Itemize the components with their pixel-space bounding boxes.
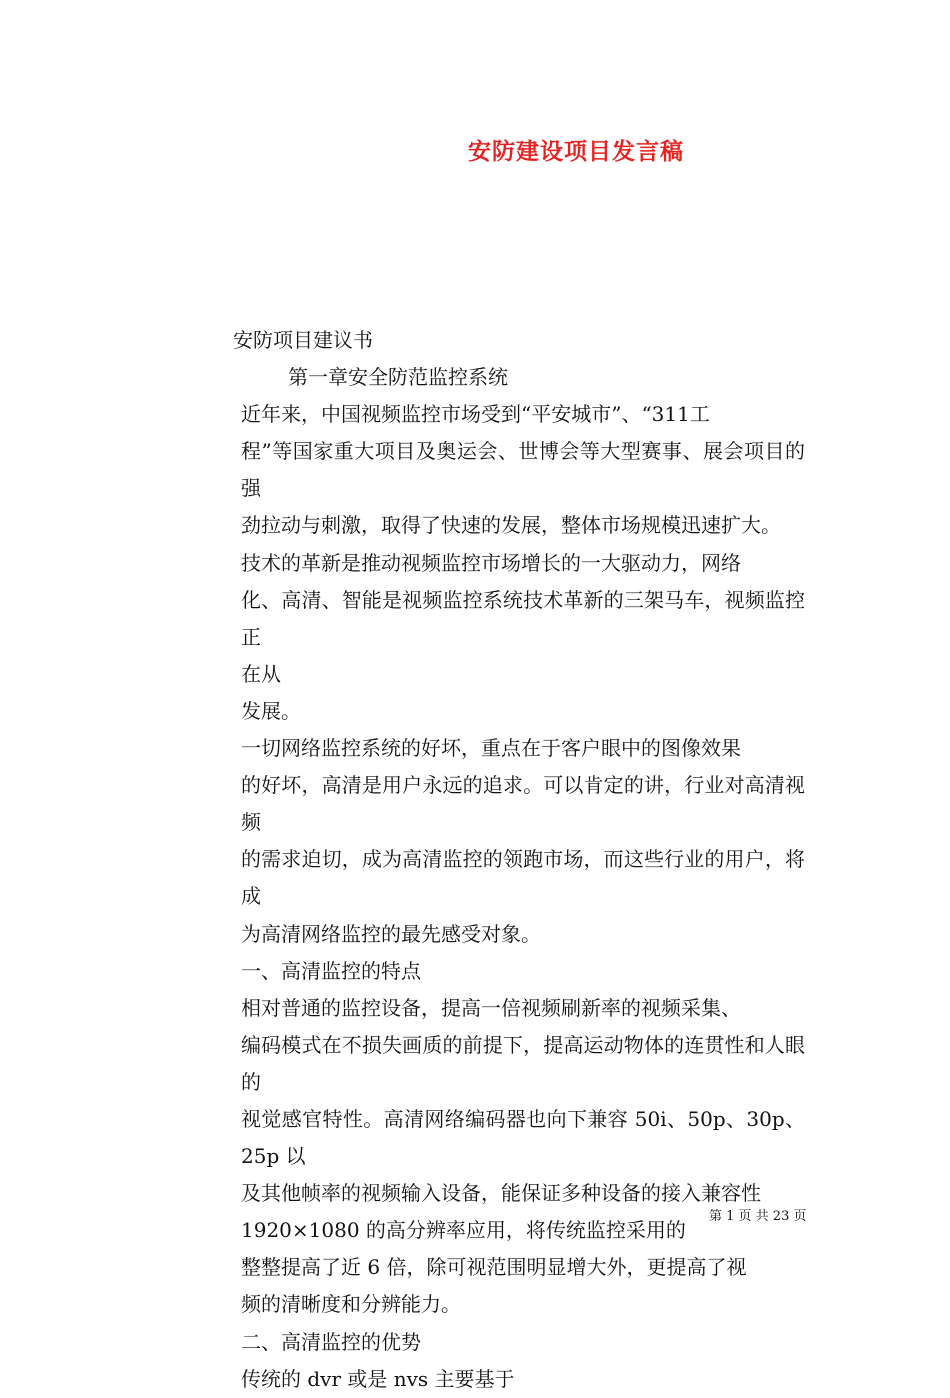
- paragraph-hd-features: 相对普通的监控设备，提高一倍视频刷新率的视频采集、 编码模式在不损失画质的前提下，提高运动物体的连贯性和人眼的 视觉感官特性。高清网络编码器也向下兼容 50i、50p、30p、25p 以 及其他帧率的视频输入设备，能保证多种设备的接入兼容性 1920×1080 的高分辨率应用，将传统监控采用的: [241, 995, 805, 1243]
- section-heading-hd-advantages: 二、高清监控的优势: [241, 1329, 421, 1354]
- paragraph-traditional-dvr: 传统的 dvr 或是 nvs 主要基于: [241, 1366, 515, 1391]
- paragraph-image-quality: 一切网络监控系统的好坏，重点在于客户眼中的图像效果 的好坏，高清是用户永远的追求。可以肯定的讲，行业对高清视频 的需求迫切，成为高清监控的领跑市场，而这些行业的用户，将成 为高清网络监控的最先感受对象。: [241, 736, 805, 946]
- document-title: 安防建设项目发言稿: [468, 138, 684, 165]
- paragraph-market-overview: 近年来，中国视频监控市场受到“平安城市”、“311工 程”等国家重大项目及奥运会、世博会等大型赛事、展会项目的强 劲拉动与刺激，取得了快速的发展，整体市场规模迅速扩大。: [241, 402, 805, 538]
- document-body: [145, 322, 805, 1398]
- section-heading-proposal: 安防项目建议书: [233, 328, 373, 352]
- page-number-footer: 第 1 页 共 23 页: [709, 1209, 807, 1224]
- chapter-heading: 第一章安全防范监控系统: [288, 365, 508, 390]
- section-heading-hd-features: 一、高清监控的特点: [241, 958, 421, 983]
- paragraph-resolution-gain: 整整提高了近 6 倍，除可视范围明显增大外，更提高了视 频的清晰度和分辨能力。: [241, 1255, 747, 1317]
- paragraph-tech-innovation: 技术的革新是推动视频监控市场增长的一大驱动力，网络 化、高清、智能是视频监控系统技术革新的三架马车，视频监控正 在从: [241, 550, 805, 686]
- paragraph-development: 发展。: [241, 698, 301, 723]
